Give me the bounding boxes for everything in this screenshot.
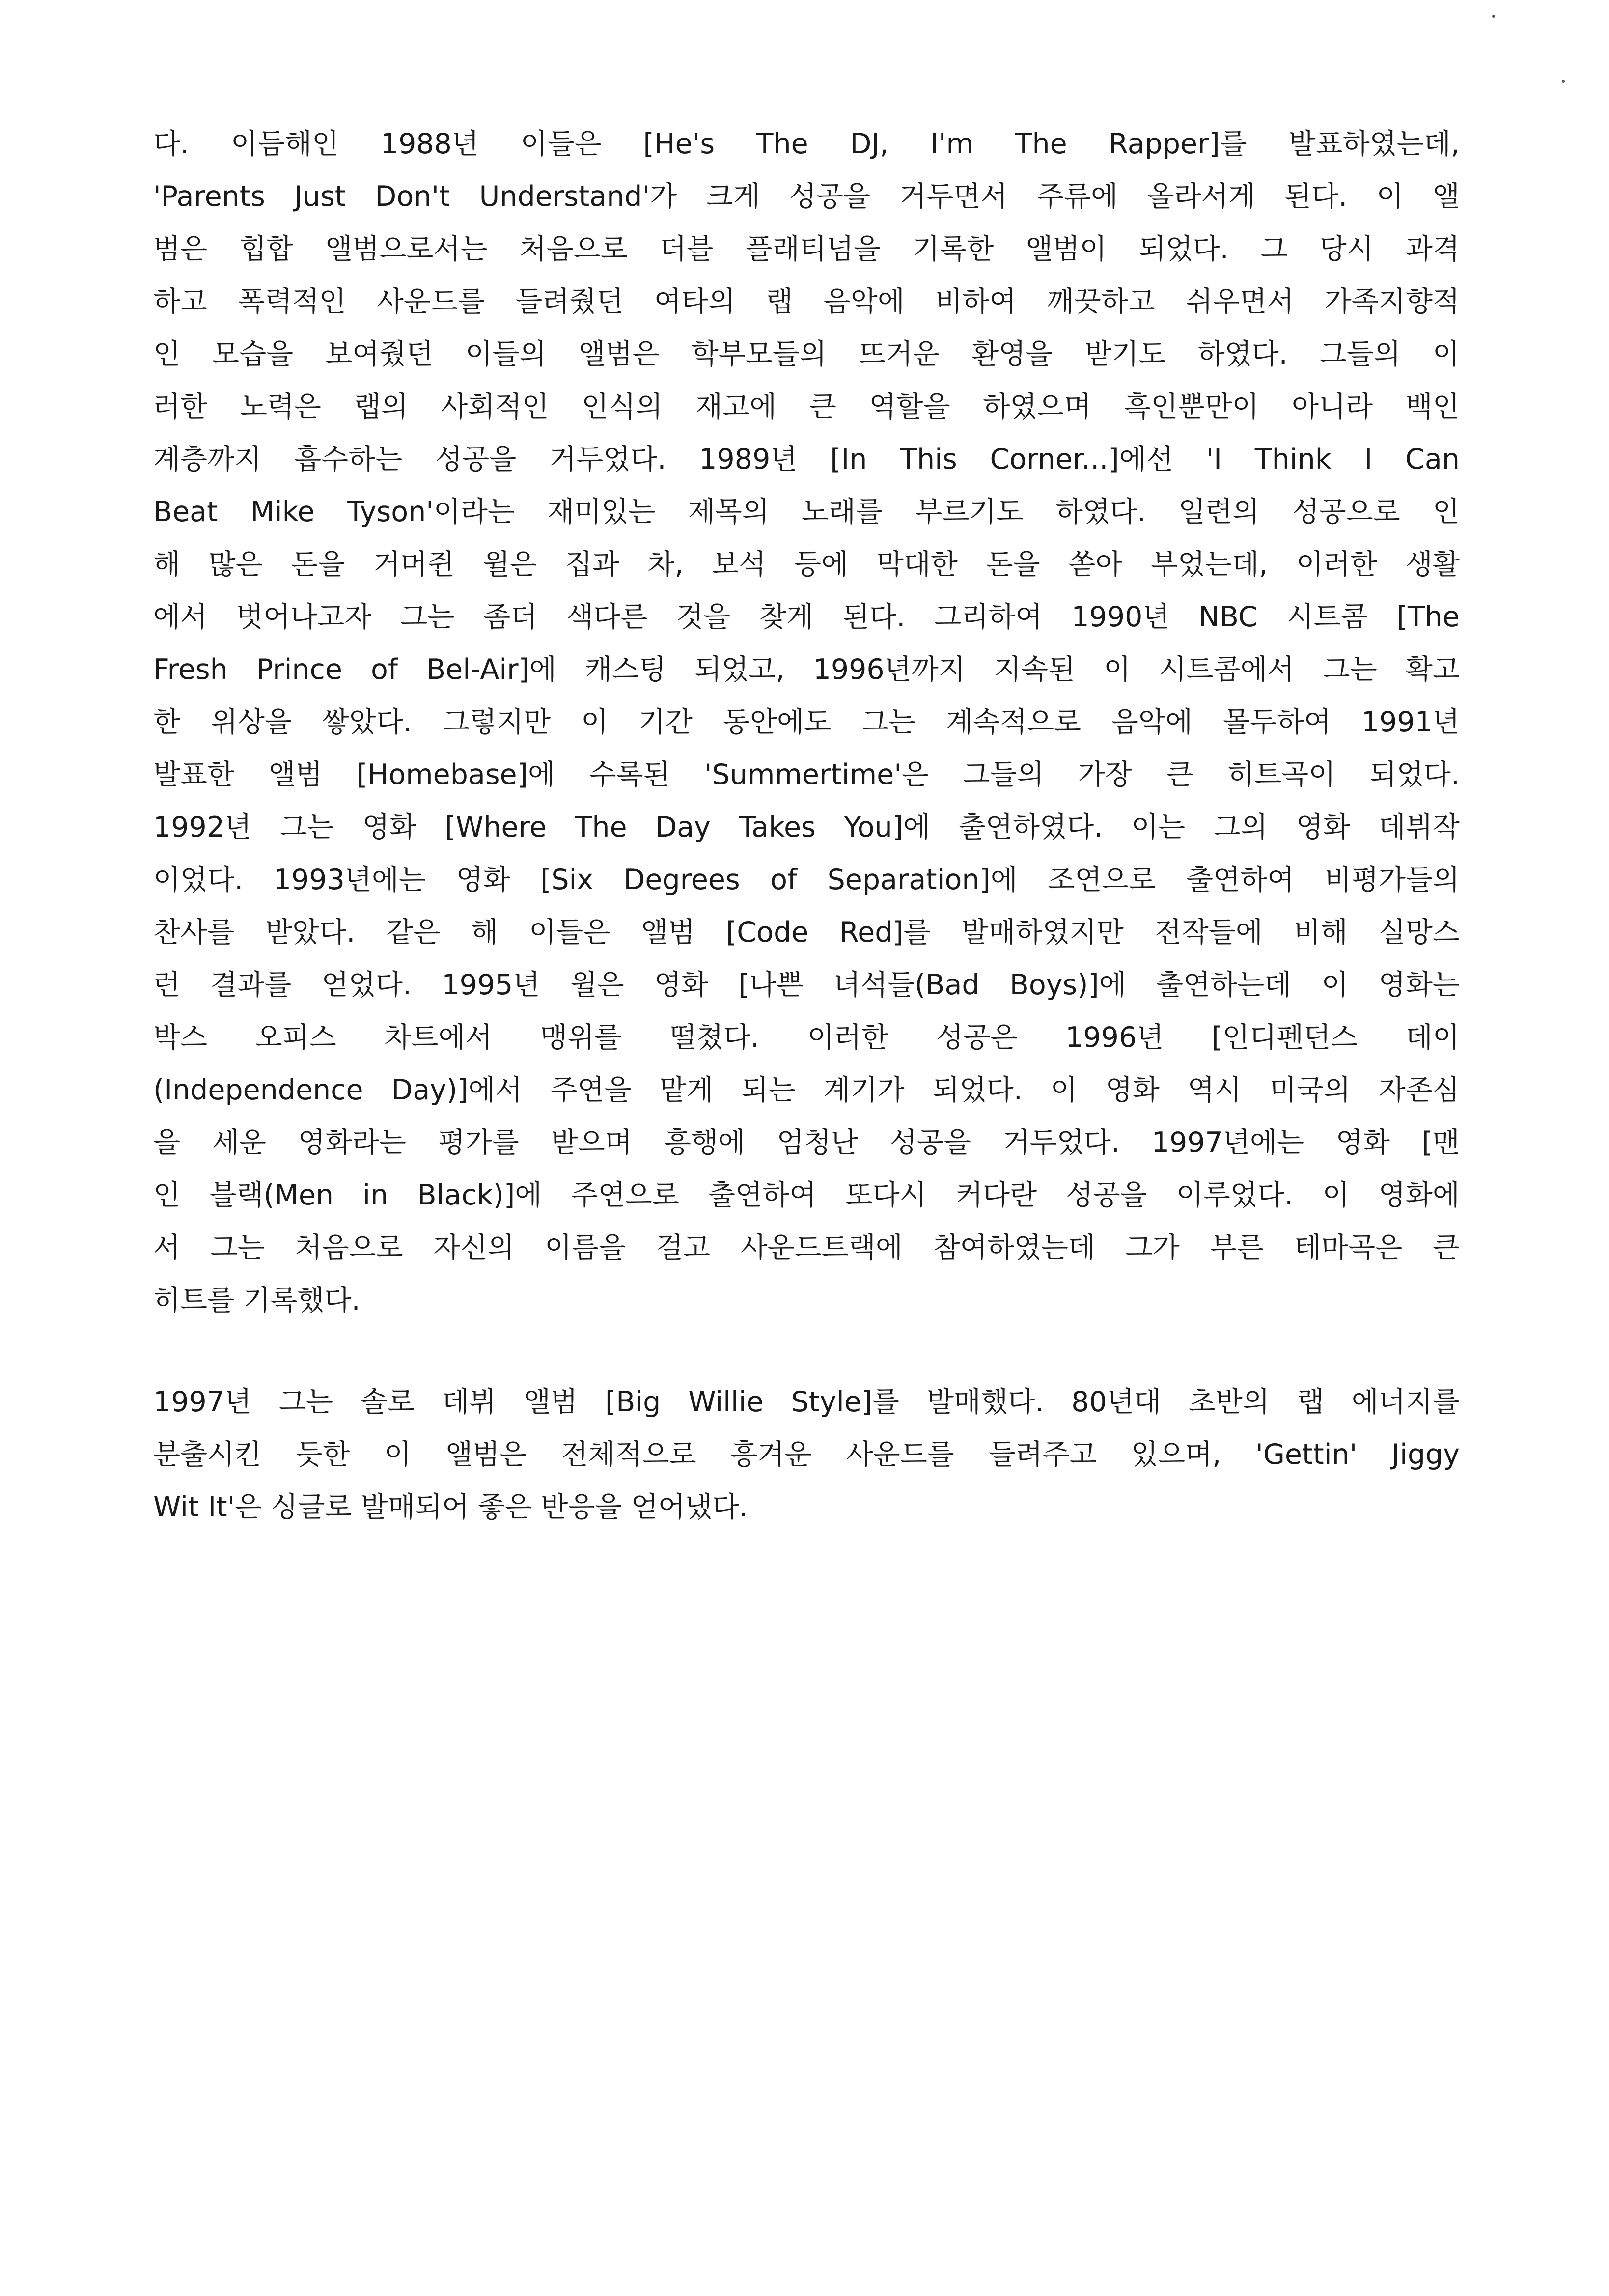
paragraph (153, 118, 1460, 1327)
text-line: Beat Mike Tyson'이라는 재미있는 제목의 노래를 부르기도 하였다. 일련의 성공으로 인 (153, 496, 1460, 528)
text-line: Wit It'은 싱글로 발매되어 좋은 반응을 얻어냈다. (153, 1491, 749, 1523)
text-line: 다. 이듬해인 1988년 이들은 [He's The DJ, I'm The Rapper]를 발표하였는데, (153, 128, 1460, 160)
text-line: 발표한 앨범 [Homebase]에 수록된 'Summertime'은 그들의 가장 큰 히트곡이 되었다. (153, 758, 1460, 791)
paragraph (153, 1376, 1460, 1534)
text-line: 런 결과를 얻었다. 1995년 윌은 영화 [나쁜 녀석들(Bad Boys)]에 출연하는데 이 영화는 (153, 969, 1460, 1001)
text-line: 한 위상을 쌓았다. 그렇지만 이 기간 동안에도 그는 계속적으로 음악에 몰두하여 1991년 (153, 706, 1460, 738)
text-line: 계층까지 흡수하는 성공을 거두었다. 1989년 [In This Corner...]에선 'I Think I Can (153, 443, 1460, 476)
text-line: 히트를 기록했다. (153, 1284, 361, 1316)
paragraph-gap (153, 1327, 1460, 1376)
body-text (153, 118, 1460, 1534)
text-line: 인 블랙(Men in Black)]에 주연으로 출연하여 또다시 커다란 성공을 이루었다. 이 영화에 (153, 1179, 1460, 1211)
text-line: 1997년 그는 솔로 데뷔 앨범 [Big Willie Style]를 발매했다. 80년대 초반의 랩 에너지를 (153, 1386, 1460, 1418)
text-line: 박스 오피스 차트에서 맹위를 떨쳤다. 이러한 성공은 1996년 [인디펜던스 데이 (153, 1021, 1460, 1054)
text-line: 1992년 그는 영화 [Where The Day Takes You]에 출연하였다. 이는 그의 영화 데뷔작 (153, 811, 1460, 843)
text-line: 'Parents Just Don't Understand'가 크게 성공을 거두면서 주류에 올라서게 된다. 이 앨 (153, 180, 1460, 213)
text-line: 러한 노력은 랩의 사회적인 인식의 재고에 큰 역할을 하였으며 흑인뿐만이 아니라 백인 (153, 391, 1460, 423)
text-line: 을 세운 영화라는 평가를 받으며 흥행에 엄청난 성공을 거두었다. 1997년에는 영화 [맨 (153, 1126, 1460, 1159)
scan-speck (1492, 15, 1495, 18)
text-line: 분출시킨 듯한 이 앨범은 전체적으로 흥겨운 사운드를 들려주고 있으며, 'Gettin' Jiggy (153, 1438, 1460, 1471)
text-line: 인 모습을 보여줬던 이들의 앨범은 학부모들의 뜨거운 환영을 받기도 하였다. 그들의 이 (153, 338, 1460, 370)
text-line: 에서 벗어나고자 그는 좀더 색다른 것을 찾게 된다. 그리하여 1990년 NBC 시트콤 [The (153, 601, 1460, 633)
scan-speck (1562, 80, 1565, 83)
text-line: 해 많은 돈을 거머쥔 윌은 집과 차, 보석 등에 막대한 돈을 쏟아 부었는데, 이러한 생활 (153, 548, 1460, 581)
text-line: 범은 힙합 앨범으로서는 처음으로 더블 플래티넘을 기록한 앨범이 되었다. 그 당시 과격 (153, 233, 1460, 265)
text-line: (Independence Day)]에서 주연을 맡게 되는 계기가 되었다. 이 영화 역시 미국의 자존심 (153, 1074, 1460, 1106)
text-line: 서 그는 처음으로 자신의 이름을 걸고 사운드트랙에 참여하였는데 그가 부른 테마곡은 큰 (153, 1232, 1460, 1264)
text-line: 이었다. 1993년에는 영화 [Six Degrees of Separation]에 조연으로 출연하여 비평가들의 (153, 864, 1460, 896)
text-line: Fresh Prince of Bel-Air]에 캐스팅 되었고, 1996년까지 지속된 이 시트콤에서 그는 확고 (153, 653, 1460, 686)
text-line: 하고 폭력적인 사운드를 들려줬던 여타의 랩 음악에 비하여 깨끗하고 쉬우면서 가족지향적 (153, 285, 1460, 318)
text-line: 찬사를 받았다. 같은 해 이들은 앨범 [Code Red]를 발매하였지만 전작들에 비해 실망스 (153, 916, 1460, 949)
